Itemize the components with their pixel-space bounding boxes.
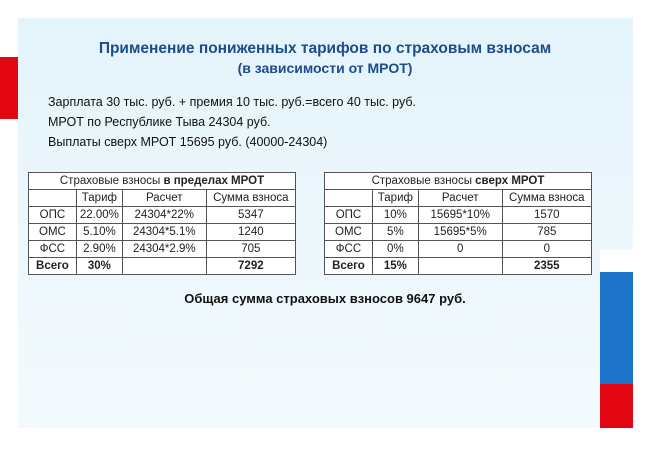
info-line-excess: Выплаты сверх МРОТ 15695 руб. (40000-24304) xyxy=(48,135,328,149)
header-cell xyxy=(325,190,373,207)
table-row xyxy=(29,224,296,241)
total-label: Всего xyxy=(29,258,77,275)
slide-subtitle: (в зависимости от МРОТ) xyxy=(237,60,413,76)
table-cell: ОМС xyxy=(29,224,77,241)
header-cell: Сумма взноса xyxy=(206,190,295,207)
table-cell: 24304*5.1% xyxy=(122,224,206,241)
table-caption-row xyxy=(325,173,592,190)
table-cell: 0 xyxy=(502,241,591,258)
table-cell: 22.00% xyxy=(76,207,122,224)
header-cell xyxy=(29,190,77,207)
blue-accent-right xyxy=(600,272,633,384)
total-calc xyxy=(122,258,206,275)
table-cell: 15695*5% xyxy=(418,224,502,241)
summary-total: Общая сумма страховых взносов 9647 руб. xyxy=(184,291,466,306)
table-cell: 1570 xyxy=(502,207,591,224)
info-line-mrot: МРОТ по Республике Тыва 24304 руб. xyxy=(48,115,271,129)
table-cell: 24304*2.9% xyxy=(122,241,206,258)
table-cell: 0% xyxy=(372,241,418,258)
header-cell: Расчет xyxy=(122,190,206,207)
caption-bold: сверх МРОТ xyxy=(475,175,545,187)
total-label: Всего xyxy=(325,258,373,275)
header-cell: Тариф xyxy=(76,190,122,207)
caption-prefix: Страховые взносы xyxy=(59,175,164,187)
table-cell: 24304*22% xyxy=(122,207,206,224)
table-cell: 15695*10% xyxy=(418,207,502,224)
header-cell: Расчет xyxy=(418,190,502,207)
table-header-row xyxy=(29,190,296,207)
caption-prefix: Страховые взносы xyxy=(371,175,476,187)
table-row xyxy=(29,241,296,258)
table-cell: 10% xyxy=(372,207,418,224)
total-sum: 7292 xyxy=(206,258,295,275)
table-row xyxy=(29,207,296,224)
table-cell: 705 xyxy=(206,241,295,258)
table-cell: ОПС xyxy=(29,207,77,224)
table-row xyxy=(325,241,592,258)
table-row xyxy=(325,207,592,224)
table-cell: 5% xyxy=(372,224,418,241)
table-caption xyxy=(325,173,592,190)
total-rate: 15% xyxy=(372,258,418,275)
table-cell: 5.10% xyxy=(76,224,122,241)
red-accent-right xyxy=(600,384,633,428)
table-caption xyxy=(29,173,296,190)
white-accent-right xyxy=(600,250,633,272)
table-total-row xyxy=(29,258,296,275)
table-caption-row xyxy=(29,173,296,190)
total-calc xyxy=(418,258,502,275)
table-cell: ОМС xyxy=(325,224,373,241)
table-cell: 1240 xyxy=(206,224,295,241)
table-cell: ОПС xyxy=(325,207,373,224)
table-within-mrot xyxy=(28,172,296,275)
info-line-salary: Зарплата 30 тыс. руб. + премия 10 тыс. руб.=всего 40 тыс. руб. xyxy=(48,95,416,109)
header-cell: Сумма взноса xyxy=(502,190,591,207)
table-header-row xyxy=(325,190,592,207)
total-rate: 30% xyxy=(76,258,122,275)
table-cell: 5347 xyxy=(206,207,295,224)
header-cell: Тариф xyxy=(372,190,418,207)
table-cell: ФСС xyxy=(29,241,77,258)
caption-bold: в пределах МРОТ xyxy=(163,175,265,187)
table-row xyxy=(325,224,592,241)
slide-title: Применение пониженных тарифов по страховым взносам xyxy=(98,40,552,57)
table-cell: 0 xyxy=(418,241,502,258)
table-cell: 785 xyxy=(502,224,591,241)
table-above-mrot xyxy=(324,172,592,275)
table-cell: ФСС xyxy=(325,241,373,258)
table-cell: 2.90% xyxy=(76,241,122,258)
table-total-row xyxy=(325,258,592,275)
total-sum: 2355 xyxy=(502,258,591,275)
